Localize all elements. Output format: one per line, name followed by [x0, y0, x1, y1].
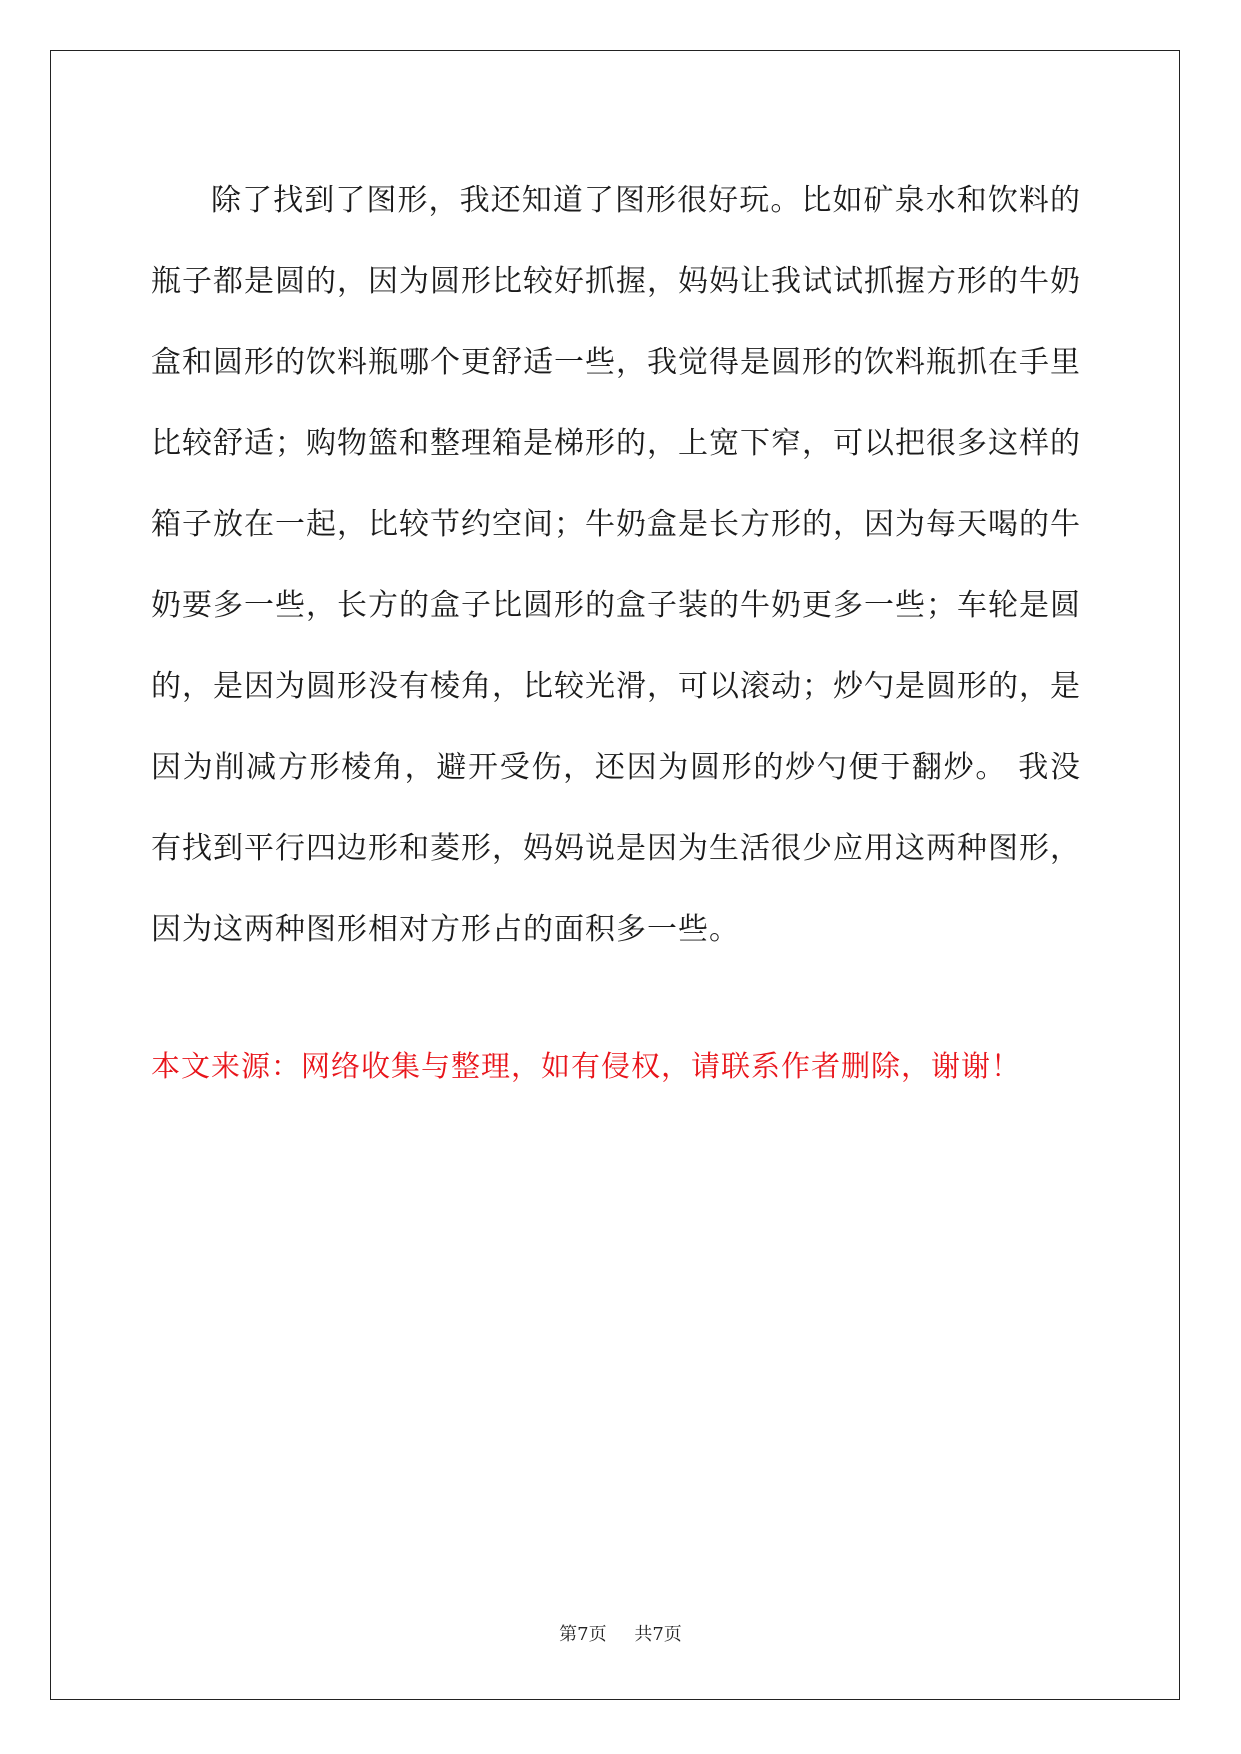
page-total: 共7页 [634, 1624, 682, 1645]
document-body [151, 160, 1081, 970]
paragraph: 除了找到了图形，我还知道了图形很好玩。比如矿泉水和饮料的瓶子都是圆的，因为圆形比较好抓握，妈妈让我试试抓握方形的牛奶盒和圆形的饮料瓶哪个更舒适一些，我觉得是圆形的饮料瓶抓在手里比较舒适；购物篮和整理箱是梯形的，上宽下窄，可以把很多这样的箱子放在一起，比较节约空间；牛奶盒是长方形的，因为每天喝的牛奶要多一些，长方的盒子比圆形的盒子装的牛奶更多一些；车轮是圆的，是因为圆形没有棱角，比较光滑，可以滚动；炒勺是圆形的，是因为削减方形棱角，避开受伤，还因为圆形的炒勺便于翻炒。 我没有找到平行四边形和菱形，妈妈说是因为生活很少应用这两种图形，因为这两种图形相对方形占的面积多一些。 [151, 183, 1081, 947]
page-number: 第7页 [559, 1624, 607, 1645]
page-footer [0, 1620, 1241, 1646]
source-note: 本文来源：网络收集与整理，如有侵权，请联系作者删除，谢谢！ [151, 1049, 1022, 1083]
